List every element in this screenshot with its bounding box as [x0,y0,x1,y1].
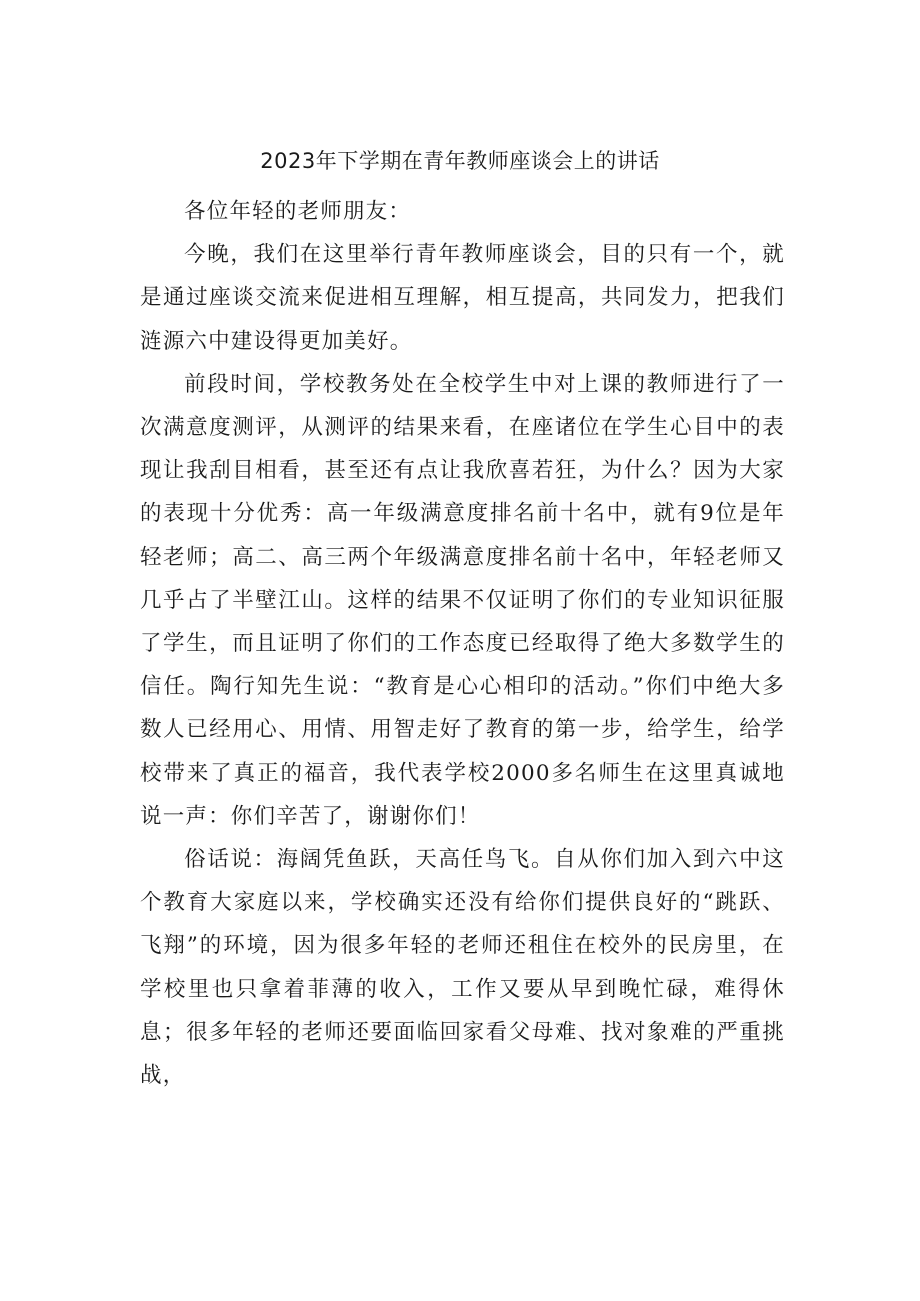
paragraph-2: 前段时间，学校教务处在全校学生中对上课的教师进行了一次满意度测评，从测评的结果来看，在座诸位在学生心目中的表现让我刮目相看，甚至还有点让我欣喜若狂，为什么？因为大家的表现十分优秀：高一年级满意度排名前十名中，就有9位是年轻老师；高二、高三两个年级满意度排名前十名中，年轻老师又几乎占了半壁江山。这样的结果不仅证明了你们的专业知识征服了学生，而且证明了你们的工作态度已经取得了绝大多数学生的信任。陶行知先生说：“教育是心心相印的活动。”你们中绝大多数人已经用心、用情、用智走好了教育的第一步，给学生，给学校带来了真正的福音，我代表学校2000多名师生在这里真诚地说一声：你们辛苦了，谢谢你们！ [140,371,785,829]
paragraph-1: 今晚，我们在这里举行青年教师座谈会，目的只有一个，就是通过座谈交流来促进相互理解，相互提高，共同发力，把我们涟源六中建设得更加美好。 [140,242,785,354]
paragraph-3: 俗话说：海阔凭鱼跃，天高任鸟飞。自从你们加入到六中这个教育大家庭以来，学校确实还没有给你们提供良好的“跳跃、飞翔”的环境，因为很多年轻的老师还租住在校外的民房里，在学校里也只拿着菲薄的收入，工作又要从早到晚忙碌，难得休息；很多年轻的老师还要面临回家看父母难、找对象难的严重挑战， [140,847,785,1089]
document-body [140,190,785,1097]
document-title: 2023年下学期在青年教师座谈会上的讲话 [260,149,660,173]
salutation: 各位年轻的老师朋友： [184,199,412,224]
